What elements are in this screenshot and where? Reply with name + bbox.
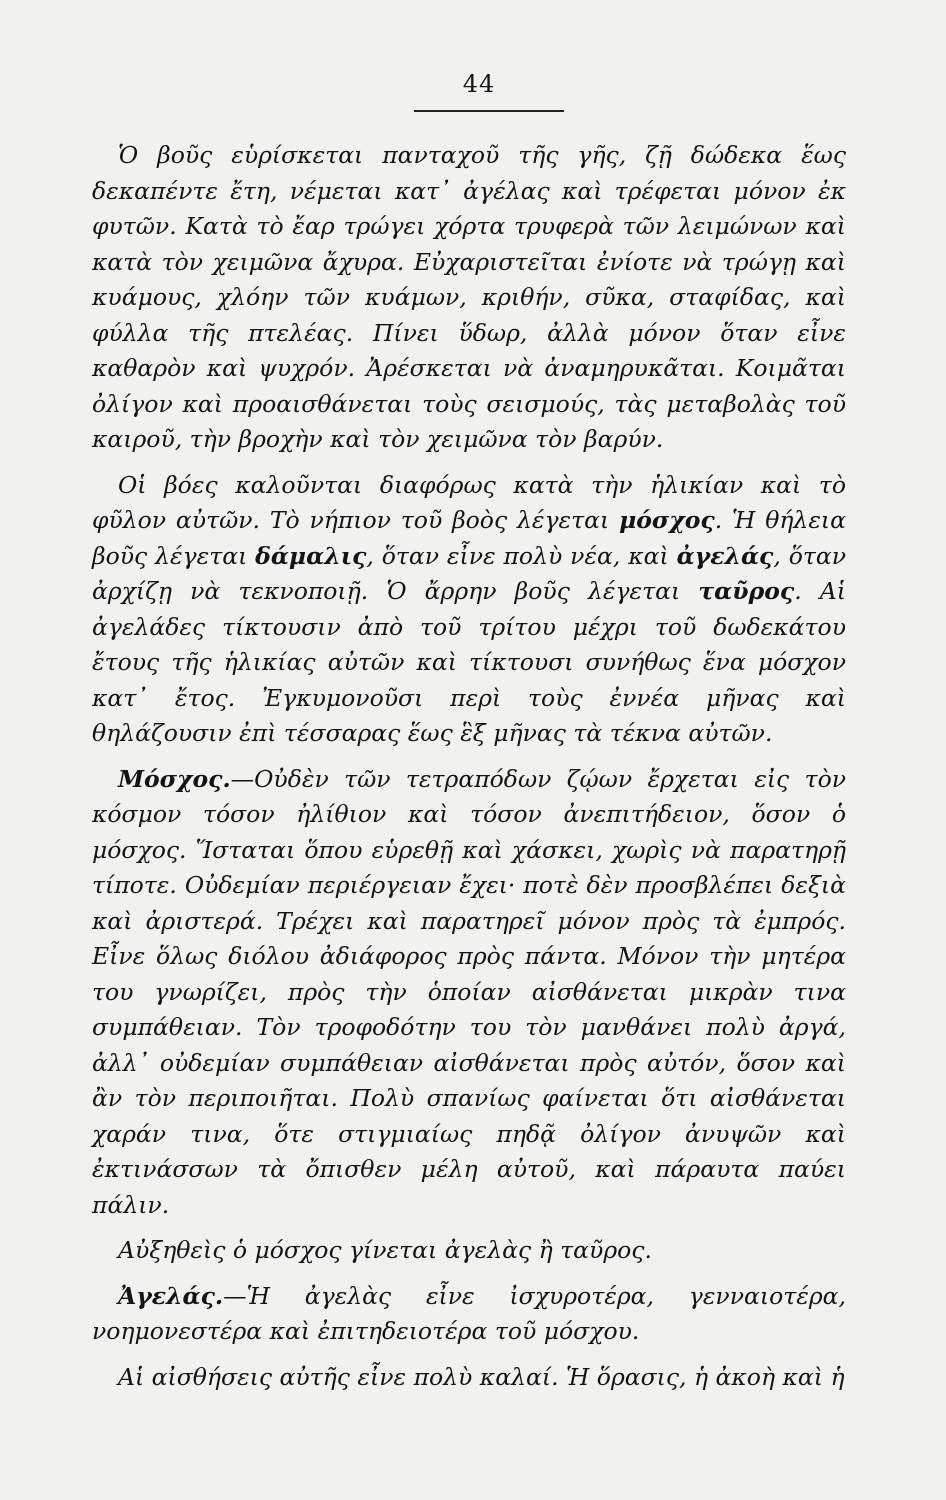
term-damalis: δάμαλις: [255, 541, 367, 570]
paragraph-3: [92, 762, 846, 1224]
text-run: Αἱ αἰσθήσεις αὐτῆς εἶνε πολὺ καλαί. Ἡ ὅρασις, ἡ ἀκοὴ καὶ ἡ: [118, 1362, 845, 1391]
text-run: —Οὐδὲν τῶν τετραπόδων ζῴων ἔρχεται εἰς τὸν κόσμον τόσον ἠλίθιον καὶ τόσον ἀνεπιτήδειον, ὅσον ὁ μόσχος. Ἵσταται ὅπου εὑρεθῇ καὶ χάσκει, χωρὶς νὰ παρατηρῇ τίποτε. Οὐδεμίαν περιέργειαν ἔχει· ποτὲ δὲν προσβλέπει δεξιὰ καὶ ἀριστερά. Τρέχει καὶ παρατηρεῖ μόνον πρὸς τὰ ἐμπρός. Εἶνε ὅλως διόλου ἀδιάφορος πρὸς πάντα. Μόνον τὴν μητέρα του γνωρίζει, πρὸς τὴν ὁποίαν αἰσθάνεται μικρὰν τινα συμπάθειαν. Τὸν τροφοδότην του τὸν μανθάνει πολὺ ἀργά, ἀλλ᾽ οὐδεμίαν συμπάθειαν αἰσθάνεται πρὸς αὐτόν, ὅσον καὶ ἂν τὸν περιποιῆται. Πολὺ σπανίως φαίνεται ὅτι αἰσθάνεται χαράν τινα, ὅτε στιγμιαίως πηδᾷ ὀλίγον ἀνυψῶν καὶ ἐκτινάσσων τὰ ὄπισθεν μέλη αὐτοῦ, καὶ πάραυτα παύει πάλιν.: [92, 764, 846, 1219]
term-moschos: μόσχος: [619, 506, 715, 534]
paragraph-6: [92, 1360, 846, 1396]
paragraph-5: [92, 1279, 846, 1350]
paragraph-2: [92, 468, 846, 752]
paragraph-4: [92, 1233, 846, 1269]
header-rule: [414, 110, 564, 112]
section-heading-agelas: Ἀγελάς.: [118, 1281, 224, 1310]
text-run: , ὅταν εἶνε πολὺ νέα, καὶ: [366, 541, 677, 570]
text-run: —Ἡ ἀγελὰς εἶνε ἰσχυροτέρα, γενναιοτέρα, νοημονεστέρα καὶ ἐπιτηδειοτέρα τοῦ μόσχου.: [92, 1281, 846, 1345]
page-number: 44: [462, 70, 496, 98]
paragraph-1: [92, 138, 846, 458]
text-run: , ὅταν ἀρχίζῃ νὰ τεκνοποιῇ. Ὁ ἄρρην βοῦς λέγεται: [92, 541, 847, 605]
term-agelas: ἀγελάς: [676, 541, 774, 570]
body-text: [92, 138, 846, 1395]
text-run: Οἱ βόες καλοῦνται διαφόρως κατὰ τὴν ἡλικίαν καὶ τὸ φῦλον αὐτῶν. Τὸ νήπιον τοῦ βοὸς λέγεται: [92, 470, 846, 534]
text-run: . Ἡ θήλεια βοῦς λέγεται: [92, 506, 847, 570]
section-heading-moschos: Μόσχος.: [118, 764, 231, 793]
text-run: . Αἱ ἀγελάδες τίκτουσιν ἀπὸ τοῦ τρίτου μέχρι τοῦ δωδεκάτου ἔτους τῆς ἡλικίας αὐτῶν καὶ τίκτουσι συνήθως ἕνα μόσχον κατ᾽ ἔτος. Ἐγκυμονοῦσι περὶ τοὺς ἐννέα μῆνας καὶ θηλάζουσιν ἐπὶ τέσσαρας ἕως ἓξ μῆνας τὰ τέκνα αὐτῶν.: [92, 577, 846, 747]
text-run: Ὁ βοῦς εὑρίσκεται πανταχοῦ τῆς γῆς, ζῇ δώδεκα ἕως δεκαπέντε ἔτη, νέμεται κατ᾽ ἀγέλας καὶ τρέφεται μόνον ἐκ φυτῶν. Κατὰ τὸ ἔαρ τρώγει χόρτα τρυφερὰ τῶν λειμώνων καὶ κατὰ τὸν χειμῶνα ἄχυρα. Εὐχαριστεῖται ἐνίοτε νὰ τρώγῃ καὶ κυάμους, χλόην τῶν κυάμων, κριθήν, σῦκα, σταφίδας, καὶ φύλλα τῆς πτελέας. Πίνει ὕδωρ, ἀλλὰ μόνον ὅταν εἶνε καθαρὸν καὶ ψυχρόν. Ἀρέσκεται νὰ ἀναμηρυκᾶται. Κοιμᾶται ὀλίγον καὶ προαισθάνεται τοὺς σεισμούς, τὰς μεταβολὰς τοῦ καιροῦ, τὴν βροχὴν καὶ τὸν χειμῶνα τὸν βαρύν.: [92, 141, 846, 453]
text-run: Αὐξηθεὶς ὁ μόσχος γίνεται ἀγελὰς ἢ ταῦρος.: [118, 1236, 652, 1264]
term-tauros: ταῦρος: [698, 577, 795, 605]
